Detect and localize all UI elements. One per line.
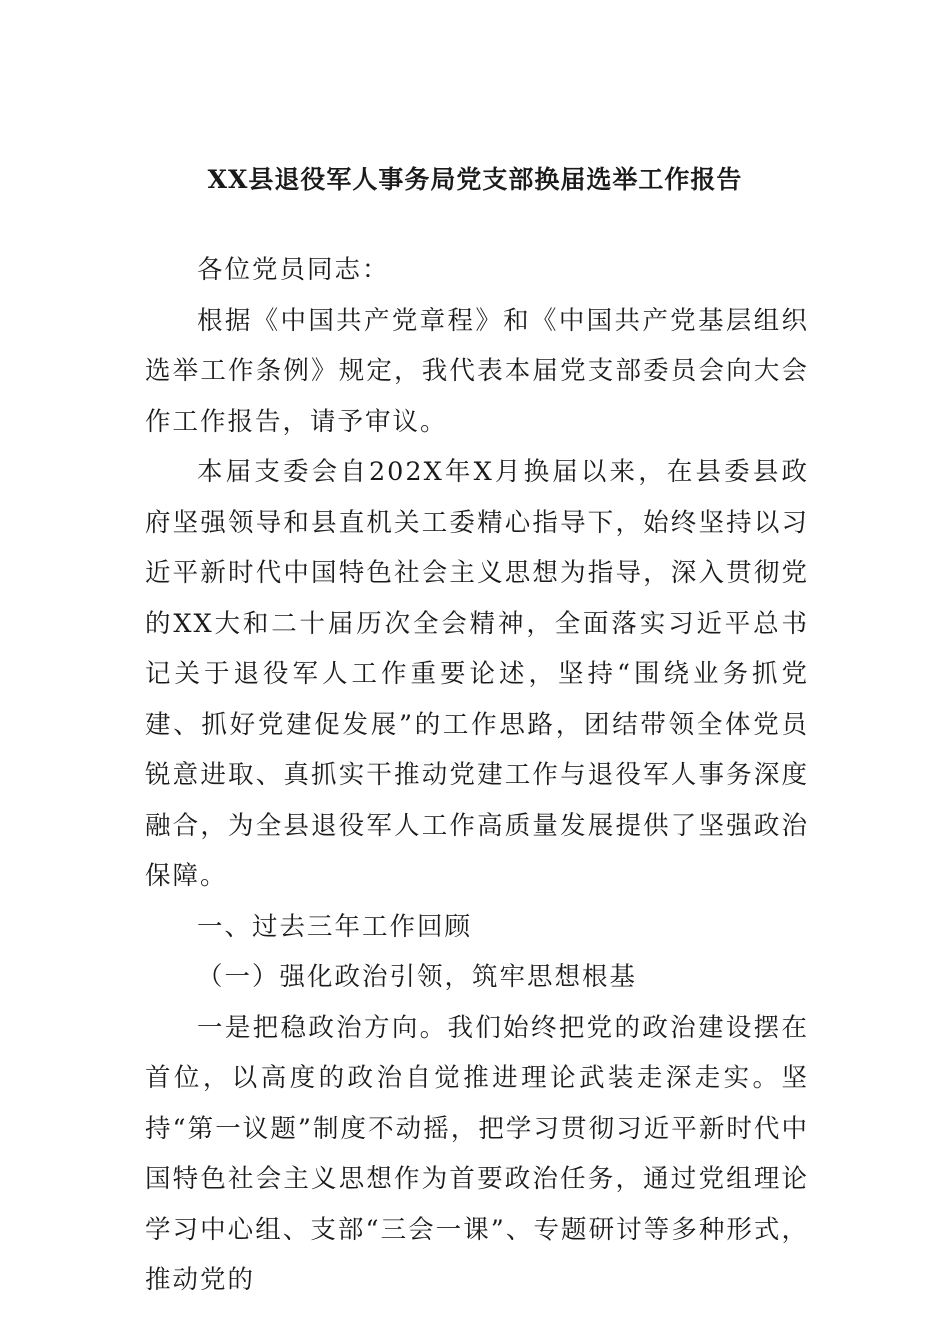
salutation: 各位党员同志： bbox=[197, 255, 390, 285]
subsection-heading: （一）强化政治引领，筑牢思想根基 bbox=[197, 962, 638, 992]
document-body bbox=[145, 245, 809, 1306]
paragraph-intro: 根据《中国共产党章程》和《中国共产党基层组织选举工作条例》规定，我代表本届党支部委员会向大会作工作报告，请予审议。 bbox=[145, 305, 809, 437]
paragraph-political-direction: 一是把稳政治方向。我们始终把党的政治建设摆在首位，以高度的政治自觉推进理论武装走深走实。坚持“第一议题”制度不动摇，把学习贯彻习近平新时代中国特色社会主义思想作为首要政治任务，通过党组理论学习中心组、支部“三会一课”、专题研讨等多种形式，推动党的 bbox=[145, 1012, 809, 1295]
section-heading: 一、过去三年工作回顾 bbox=[197, 911, 473, 942]
paragraph-summary: 本届支委会自202X年X月换届以来，在县委县政府坚强领导和县直机关工委精心指导下，始终坚持以习近平新时代中国特色社会主义思想为指导，深入贯彻党的XX大和二十届历次全会精神，全面落实习近平总书记关于退役军人工作重要论述，坚持“围绕业务抓党建、抓好党建促发展”的工作思路，团结带领全体党员锐意进取、真抓实干推动党建工作与退役军人事务深度融合，为全县退役军人工作高质量发展提供了坚强政治保障。 bbox=[145, 457, 809, 891]
document-title: XX县退役军人事务局党支部换届选举工作报告 bbox=[207, 165, 743, 194]
